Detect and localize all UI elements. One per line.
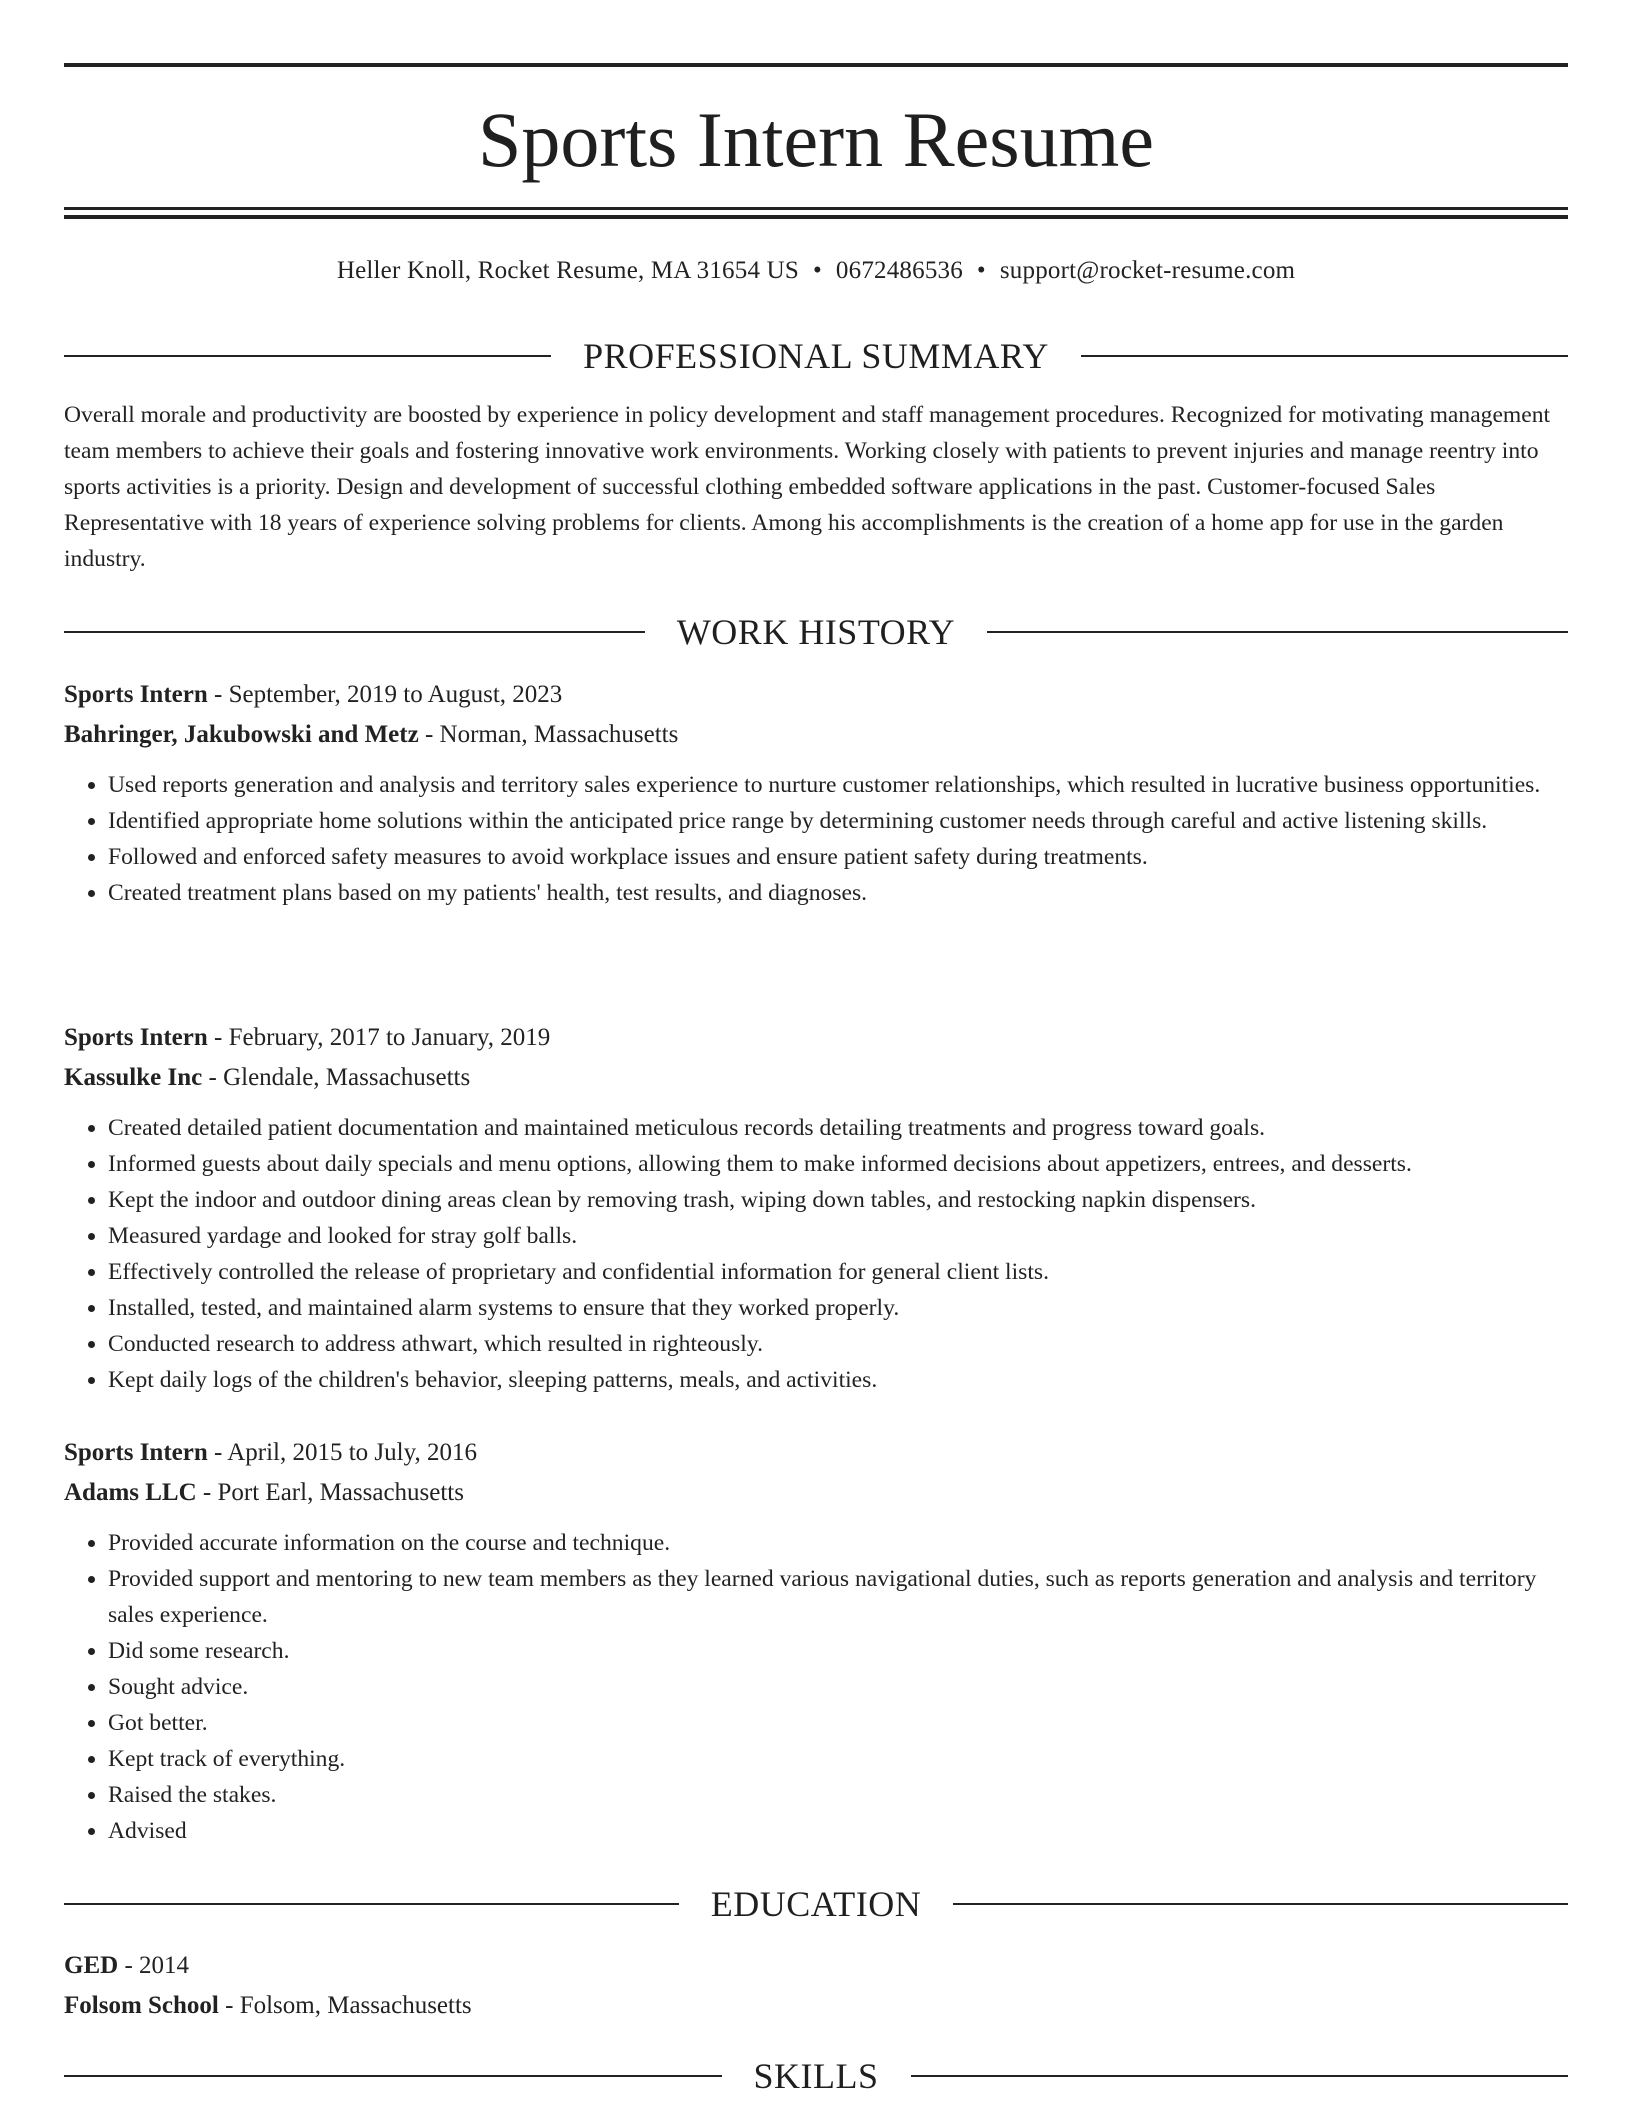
job-bullet: • Sought advice. [108,1669,1568,1705]
heading-rule [64,631,645,633]
heading-rule [64,355,551,357]
job-dates: February, 2017 to January, 2019 [228,1024,551,1051]
job-company-line: Adams LLC - Port Earl, Massachusetts [64,1479,464,1506]
job-company: Kassulke Inc [64,1064,203,1091]
section-heading-summary [64,331,1568,381]
job-bullets [64,1525,1568,1849]
heading-rule [64,1903,679,1905]
heading-rule [64,2075,722,2077]
contact-email: support@rocket-resume.com [999,257,1296,284]
job-bullet: • Provided accurate information on the course and technique. [108,1525,1568,1561]
job-company: Adams LLC [64,1479,197,1506]
top-rule [64,63,1568,67]
job-company-line: Bahringer, Jakubowski and Metz - Norman, Massachusetts [64,721,679,748]
job-company: Bahringer, Jakubowski and Metz [64,721,419,748]
job-bullet: • Effectively controlled the release of proprietary and confidential information for general client lists. [108,1254,1568,1290]
job-entry [64,1018,1568,1398]
job-title-line: Sports Intern - September, 2019 to August, 2023 [64,681,563,708]
job-bullet: • Followed and enforced safety measures to avoid workplace issues and ensure patient safety during treatments. [108,839,1568,875]
job-bullets [64,767,1568,911]
heading-rule [987,631,1568,633]
job-title-line: Sports Intern - February, 2017 to January, 2019 [64,1024,551,1051]
job-dates: April, 2015 to July, 2016 [227,1439,477,1466]
section-heading-education [64,1879,1568,1929]
job-bullet: • Identified appropriate home solutions within the anticipated price range by determining customer needs through careful and active listening skills. [108,803,1568,839]
job-bullet: • Raised the stakes. [108,1777,1568,1813]
job-dates: September, 2019 to August, 2023 [228,681,563,708]
section-title: SKILLS [753,2056,879,2096]
job-company-line: Kassulke Inc - Glendale, Massachusetts [64,1064,471,1091]
job-bullet: • Created treatment plans based on my patients' health, test results, and diagnoses. [108,875,1568,911]
education-entry [64,1946,1568,2026]
section-heading-skills [64,2051,1568,2101]
contact-address: Heller Knoll, Rocket Resume, MA 31654 US [336,257,799,284]
job-bullet: • Kept daily logs of the children's behavior, sleeping patterns, meals, and activities. [108,1362,1568,1398]
job-location: Norman, Massachusetts [439,721,679,748]
heading-rule [911,2075,1569,2077]
summary-text: Overall morale and productivity are boosted by experience in policy development and staff management procedures. Recognized for motivating management team members to achieve their goals and fostering innovative work environments. Working closely with patients to prevent injuries and manage reentry into sports activities is a priority. Design and development of successful clothing embedded software applications in the past. Customer-focused Sales Representative with 18 years of experience solving problems for clients. Among his accomplishments is the creation of a home app for use in the garden industry. [64,402,1551,572]
job-title: Sports Intern [64,681,208,708]
heading-rule [953,1903,1568,1905]
contact-separator: • [976,257,986,284]
job-title-line: Sports Intern - April, 2015 to July, 2016 [64,1439,477,1466]
job-location: Port Earl, Massachusetts [217,1479,464,1506]
job-bullet: • Measured yardage and looked for stray golf balls. [108,1218,1568,1254]
job-bullet: • Did some research. [108,1633,1568,1669]
job-title: Sports Intern [64,1439,208,1466]
section-heading-work-history [64,607,1568,657]
job-entry [64,1433,1568,1849]
resume-title: Sports Intern Resume [478,96,1154,183]
section-title: WORK HISTORY [676,612,956,652]
job-bullet: • Provided support and mentoring to new team members as they learned various navigational duties, such as reports generation and analysis and territory sales experience. [108,1561,1568,1633]
education-degree-line: GED - 2014 [64,1952,190,1979]
education-school-line: Folsom School - Folsom, Massachusetts [64,1992,472,2019]
job-bullet: • Conducted research to address athwart, which resulted in righteously. [108,1326,1568,1362]
education-degree: GED [64,1952,119,1979]
job-title: Sports Intern [64,1024,208,1051]
job-bullet: • Advised [108,1813,1568,1849]
education-location: Folsom, Massachusetts [239,1992,472,2019]
job-bullet: • Created detailed patient documentation and maintained meticulous records detailing treatments and progress toward goals. [108,1110,1568,1146]
title-rule-upper [64,207,1568,210]
contact-separator: • [812,257,822,284]
job-bullet: • Informed guests about daily specials and menu options, allowing them to make informed decisions about appetizers, entrees, and desserts. [108,1146,1568,1182]
title-rule-lower [64,215,1568,219]
job-bullet: • Kept track of everything. [108,1741,1568,1777]
education-year: 2014 [139,1952,190,1979]
education-school: Folsom School [64,1992,219,2019]
contact-phone: 0672486536 [835,257,963,284]
job-bullet: • Got better. [108,1705,1568,1741]
contact-line [64,254,1568,288]
job-entry [64,675,1568,911]
job-location: Glendale, Massachusetts [223,1064,471,1091]
section-title: EDUCATION [710,1884,922,1924]
heading-rule [1081,355,1568,357]
job-bullets [64,1110,1568,1398]
job-bullet: • Installed, tested, and maintained alarm systems to ensure that they worked properly. [108,1290,1568,1326]
job-bullet: • Kept the indoor and outdoor dining areas clean by removing trash, wiping down tables, and restocking napkin dispensers. [108,1182,1568,1218]
job-bullet: • Used reports generation and analysis and territory sales experience to nurture customer relationships, which resulted in lucrative business opportunities. [108,767,1568,803]
section-title: PROFESSIONAL SUMMARY [583,336,1049,376]
